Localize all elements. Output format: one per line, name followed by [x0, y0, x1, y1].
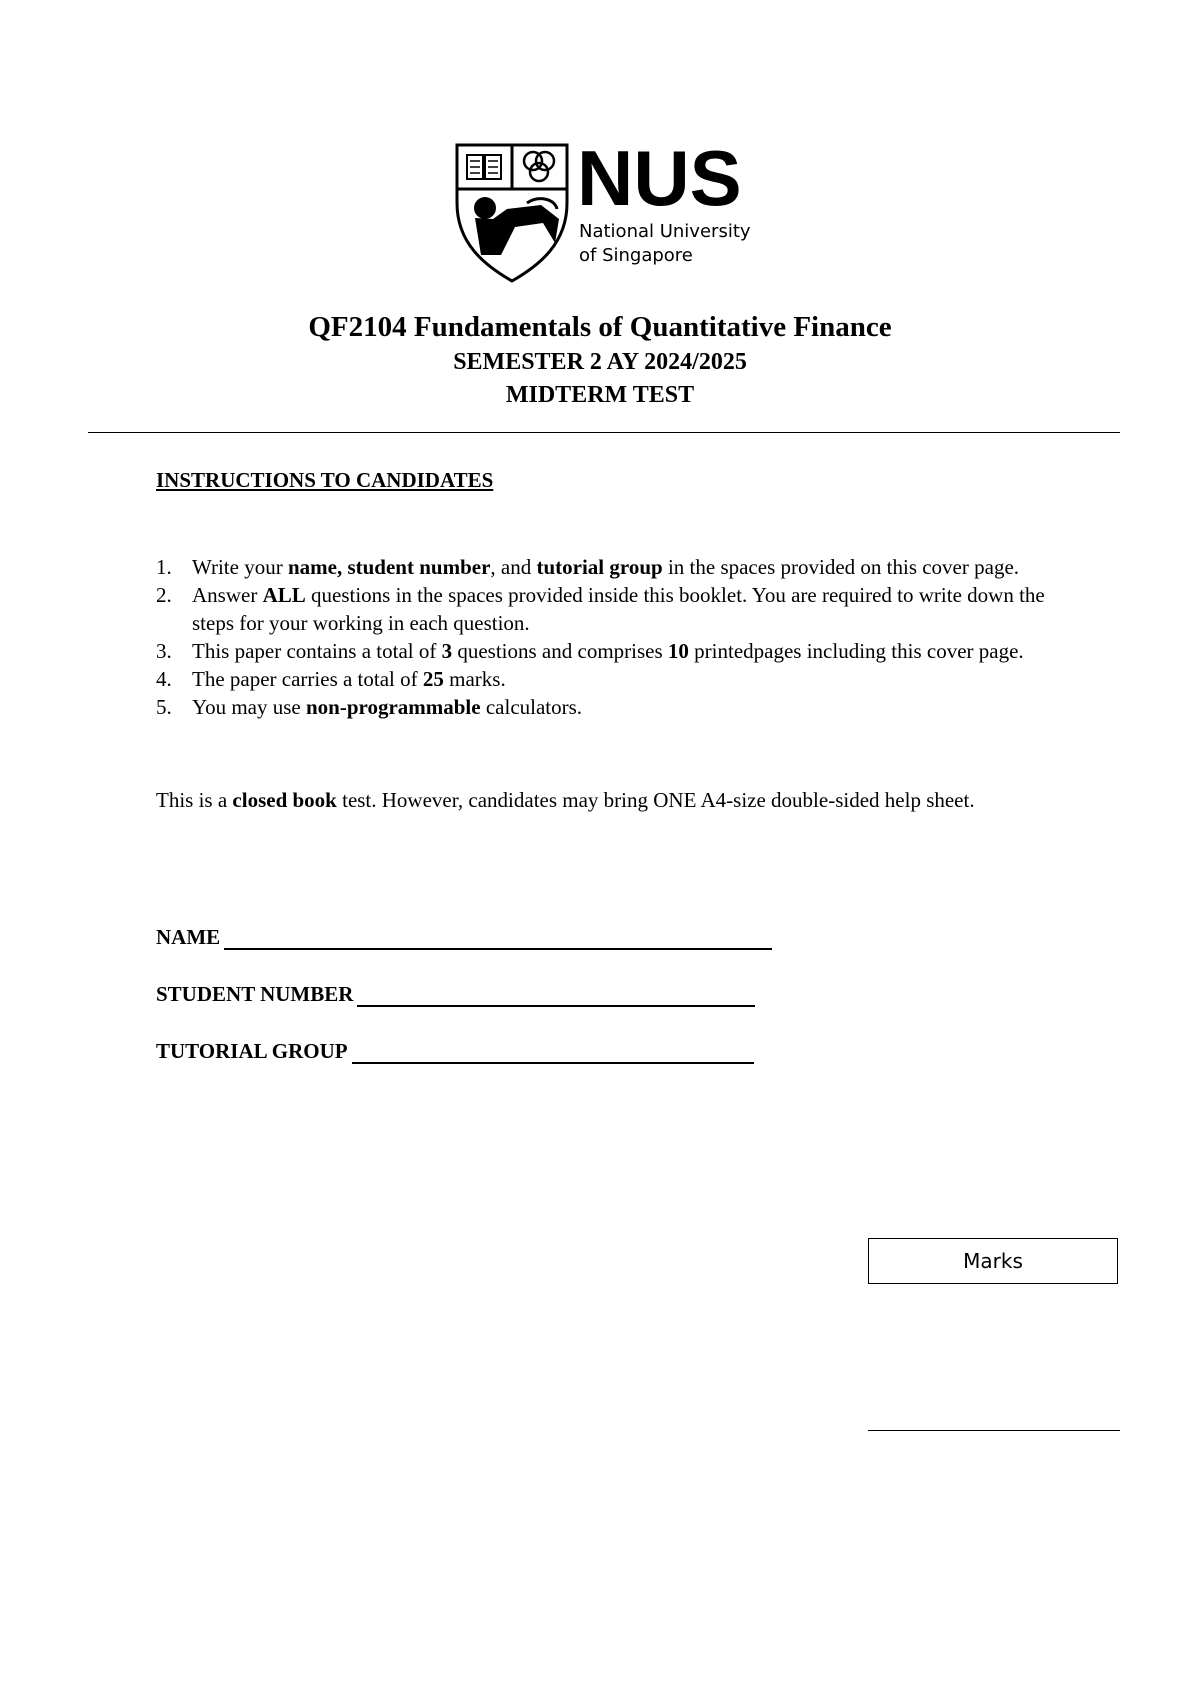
marks-label: Marks — [963, 1249, 1023, 1273]
name-input-line[interactable] — [224, 926, 772, 950]
semester-label: SEMESTER 2 AY 2024/2025 — [453, 349, 747, 375]
instruction-text: questions in the spaces provided inside this booklet. You are required to write down the steps for your working in each question. — [192, 583, 1045, 635]
instruction-text: Write your — [192, 555, 288, 579]
instruction-text: marks. — [443, 667, 506, 691]
instruction-item — [156, 553, 1056, 581]
instructions-heading: INSTRUCTIONS TO CANDIDATES — [156, 468, 494, 492]
name-label: NAME — [156, 925, 221, 949]
instruction-text: printedpages including this cover page. — [688, 639, 1024, 663]
instruction-item — [156, 581, 1056, 637]
instruction-number: 1. — [156, 555, 172, 579]
instruction-bold: non-programmable — [305, 695, 481, 719]
tutorial-group-label: TUTORIAL GROUP — [156, 1039, 348, 1063]
exam-type-label: MIDTERM TEST — [505, 382, 695, 408]
student-number-label: STUDENT NUMBER — [156, 982, 354, 1006]
instruction-text: in the spaces provided on this cover page. — [662, 555, 1020, 579]
instruction-text: questions and comprises — [452, 639, 668, 663]
marks-entry-line[interactable] — [868, 1430, 1120, 1431]
instruction-bold: 10 — [667, 639, 689, 663]
instruction-number: 5. — [156, 695, 172, 719]
student-number-input-line[interactable] — [357, 983, 755, 1007]
title-block — [0, 308, 1200, 412]
instruction-bold: 3 — [441, 639, 453, 663]
student-number-field — [156, 982, 755, 1007]
instruction-text: , and — [490, 555, 537, 579]
nus-crest-icon — [457, 145, 567, 281]
header-divider — [88, 432, 1120, 433]
closed-book-note — [156, 786, 1056, 814]
note-text: test. However, candidates may bring ONE A4-size double-sided help sheet. — [336, 788, 975, 812]
instruction-number: 3. — [156, 639, 172, 663]
instruction-number: 4. — [156, 667, 172, 691]
instruction-text: The paper carries a total of — [192, 667, 423, 691]
instruction-bold: tutorial group — [536, 555, 663, 579]
instruction-item — [156, 637, 1056, 665]
note-text: This is a — [156, 788, 233, 812]
instruction-item — [156, 665, 1056, 693]
course-title: QF2104 Fundamentals of Quantitative Finance — [308, 311, 892, 343]
nus-logo — [455, 143, 755, 283]
instruction-bold: ALL — [262, 583, 306, 607]
nus-wordmark: NUS — [577, 143, 742, 222]
instructions-list — [156, 553, 1056, 721]
name-field — [156, 925, 772, 950]
tutorial-group-input-line[interactable] — [352, 1040, 754, 1064]
instruction-text: This paper contains a total of — [192, 639, 442, 663]
tutorial-group-field — [156, 1039, 754, 1064]
marks-box — [868, 1238, 1118, 1284]
instruction-number: 2. — [156, 583, 172, 607]
note-bold: closed book — [232, 788, 337, 812]
logo-line-1: National University — [579, 221, 751, 242]
logo-line-2: of Singapore — [579, 245, 693, 266]
instruction-bold: 25 — [422, 667, 444, 691]
instruction-text: calculators. — [480, 695, 583, 719]
instruction-text: Answer — [192, 583, 263, 607]
instruction-bold: name, student number — [287, 555, 491, 579]
instruction-item — [156, 693, 1056, 721]
instruction-text: You may use — [192, 695, 306, 719]
